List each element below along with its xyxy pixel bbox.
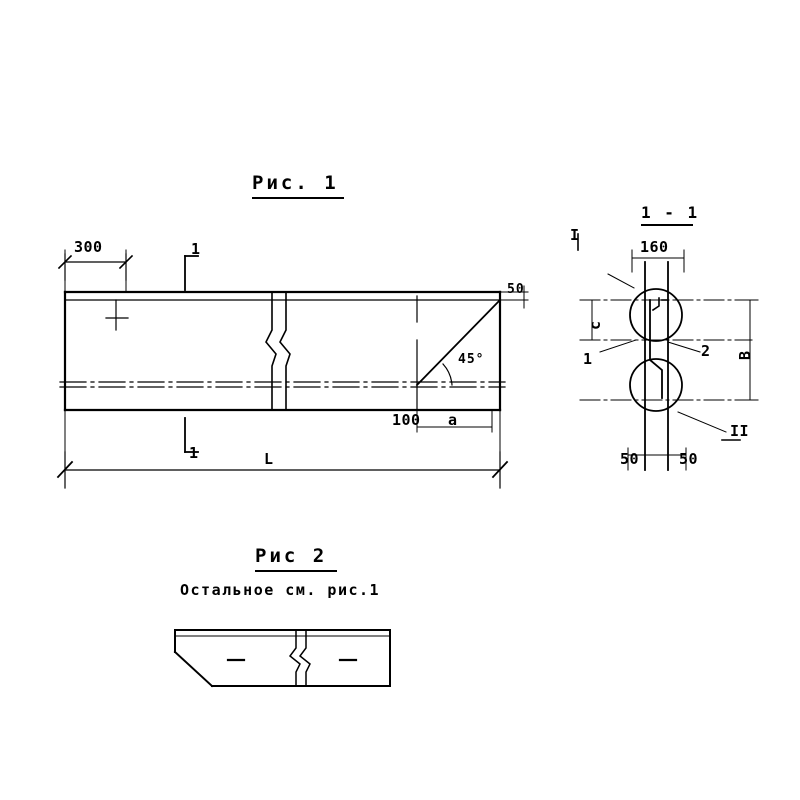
fig2-break-right (300, 630, 310, 686)
leader-mark-I (608, 274, 634, 288)
dim-label-50-right: 50 (679, 450, 699, 468)
angle-label-45: 45° (458, 352, 485, 367)
callout-1-label: 1 (583, 350, 593, 368)
mark-I-label: I (570, 226, 580, 244)
fig2-break-left (290, 630, 300, 686)
dim-label-B: B (736, 350, 754, 360)
figure2-title-underline (255, 570, 337, 572)
leader-callout-2 (668, 342, 700, 352)
figure1-beam-elevation (58, 250, 528, 488)
dim-label-L: L (264, 450, 275, 468)
figure2-detail (175, 630, 390, 686)
beam-break-right (280, 292, 290, 410)
dim-label-160: 160 (640, 238, 669, 256)
dim-label-a: a (448, 411, 458, 429)
chamfer-45-line (417, 300, 500, 385)
dim-label-50: 50 (507, 282, 525, 297)
section-mark-bottom-label: 1 (189, 444, 199, 462)
callout-2-label: 2 (701, 342, 711, 360)
dim-label-50-left: 50 (620, 450, 640, 468)
beam-break-left (266, 292, 276, 410)
dim-label-300: 300 (74, 238, 103, 256)
dim-label-c: c (586, 320, 604, 330)
figure2-title: Рис 2 (255, 545, 328, 567)
section-title-underline (641, 224, 693, 226)
section-title: 1 - 1 (641, 203, 700, 222)
sec-lower-bulb (630, 359, 682, 411)
leader-mark-II (678, 412, 726, 432)
figure1-title: Рис. 1 (252, 172, 339, 194)
dim-label-100: 100 (392, 411, 421, 429)
section-mark-top-label: 1 (191, 240, 201, 258)
leader-callout-1 (600, 340, 636, 352)
figure2-note: Остальное см. рис.1 (180, 581, 381, 599)
sec-upper-bulb (630, 289, 682, 341)
mark-II-label: II (730, 422, 750, 440)
figure1-title-underline (252, 197, 344, 199)
fig2-chamfer (175, 652, 212, 686)
sec-inner-profile-left (650, 300, 662, 398)
